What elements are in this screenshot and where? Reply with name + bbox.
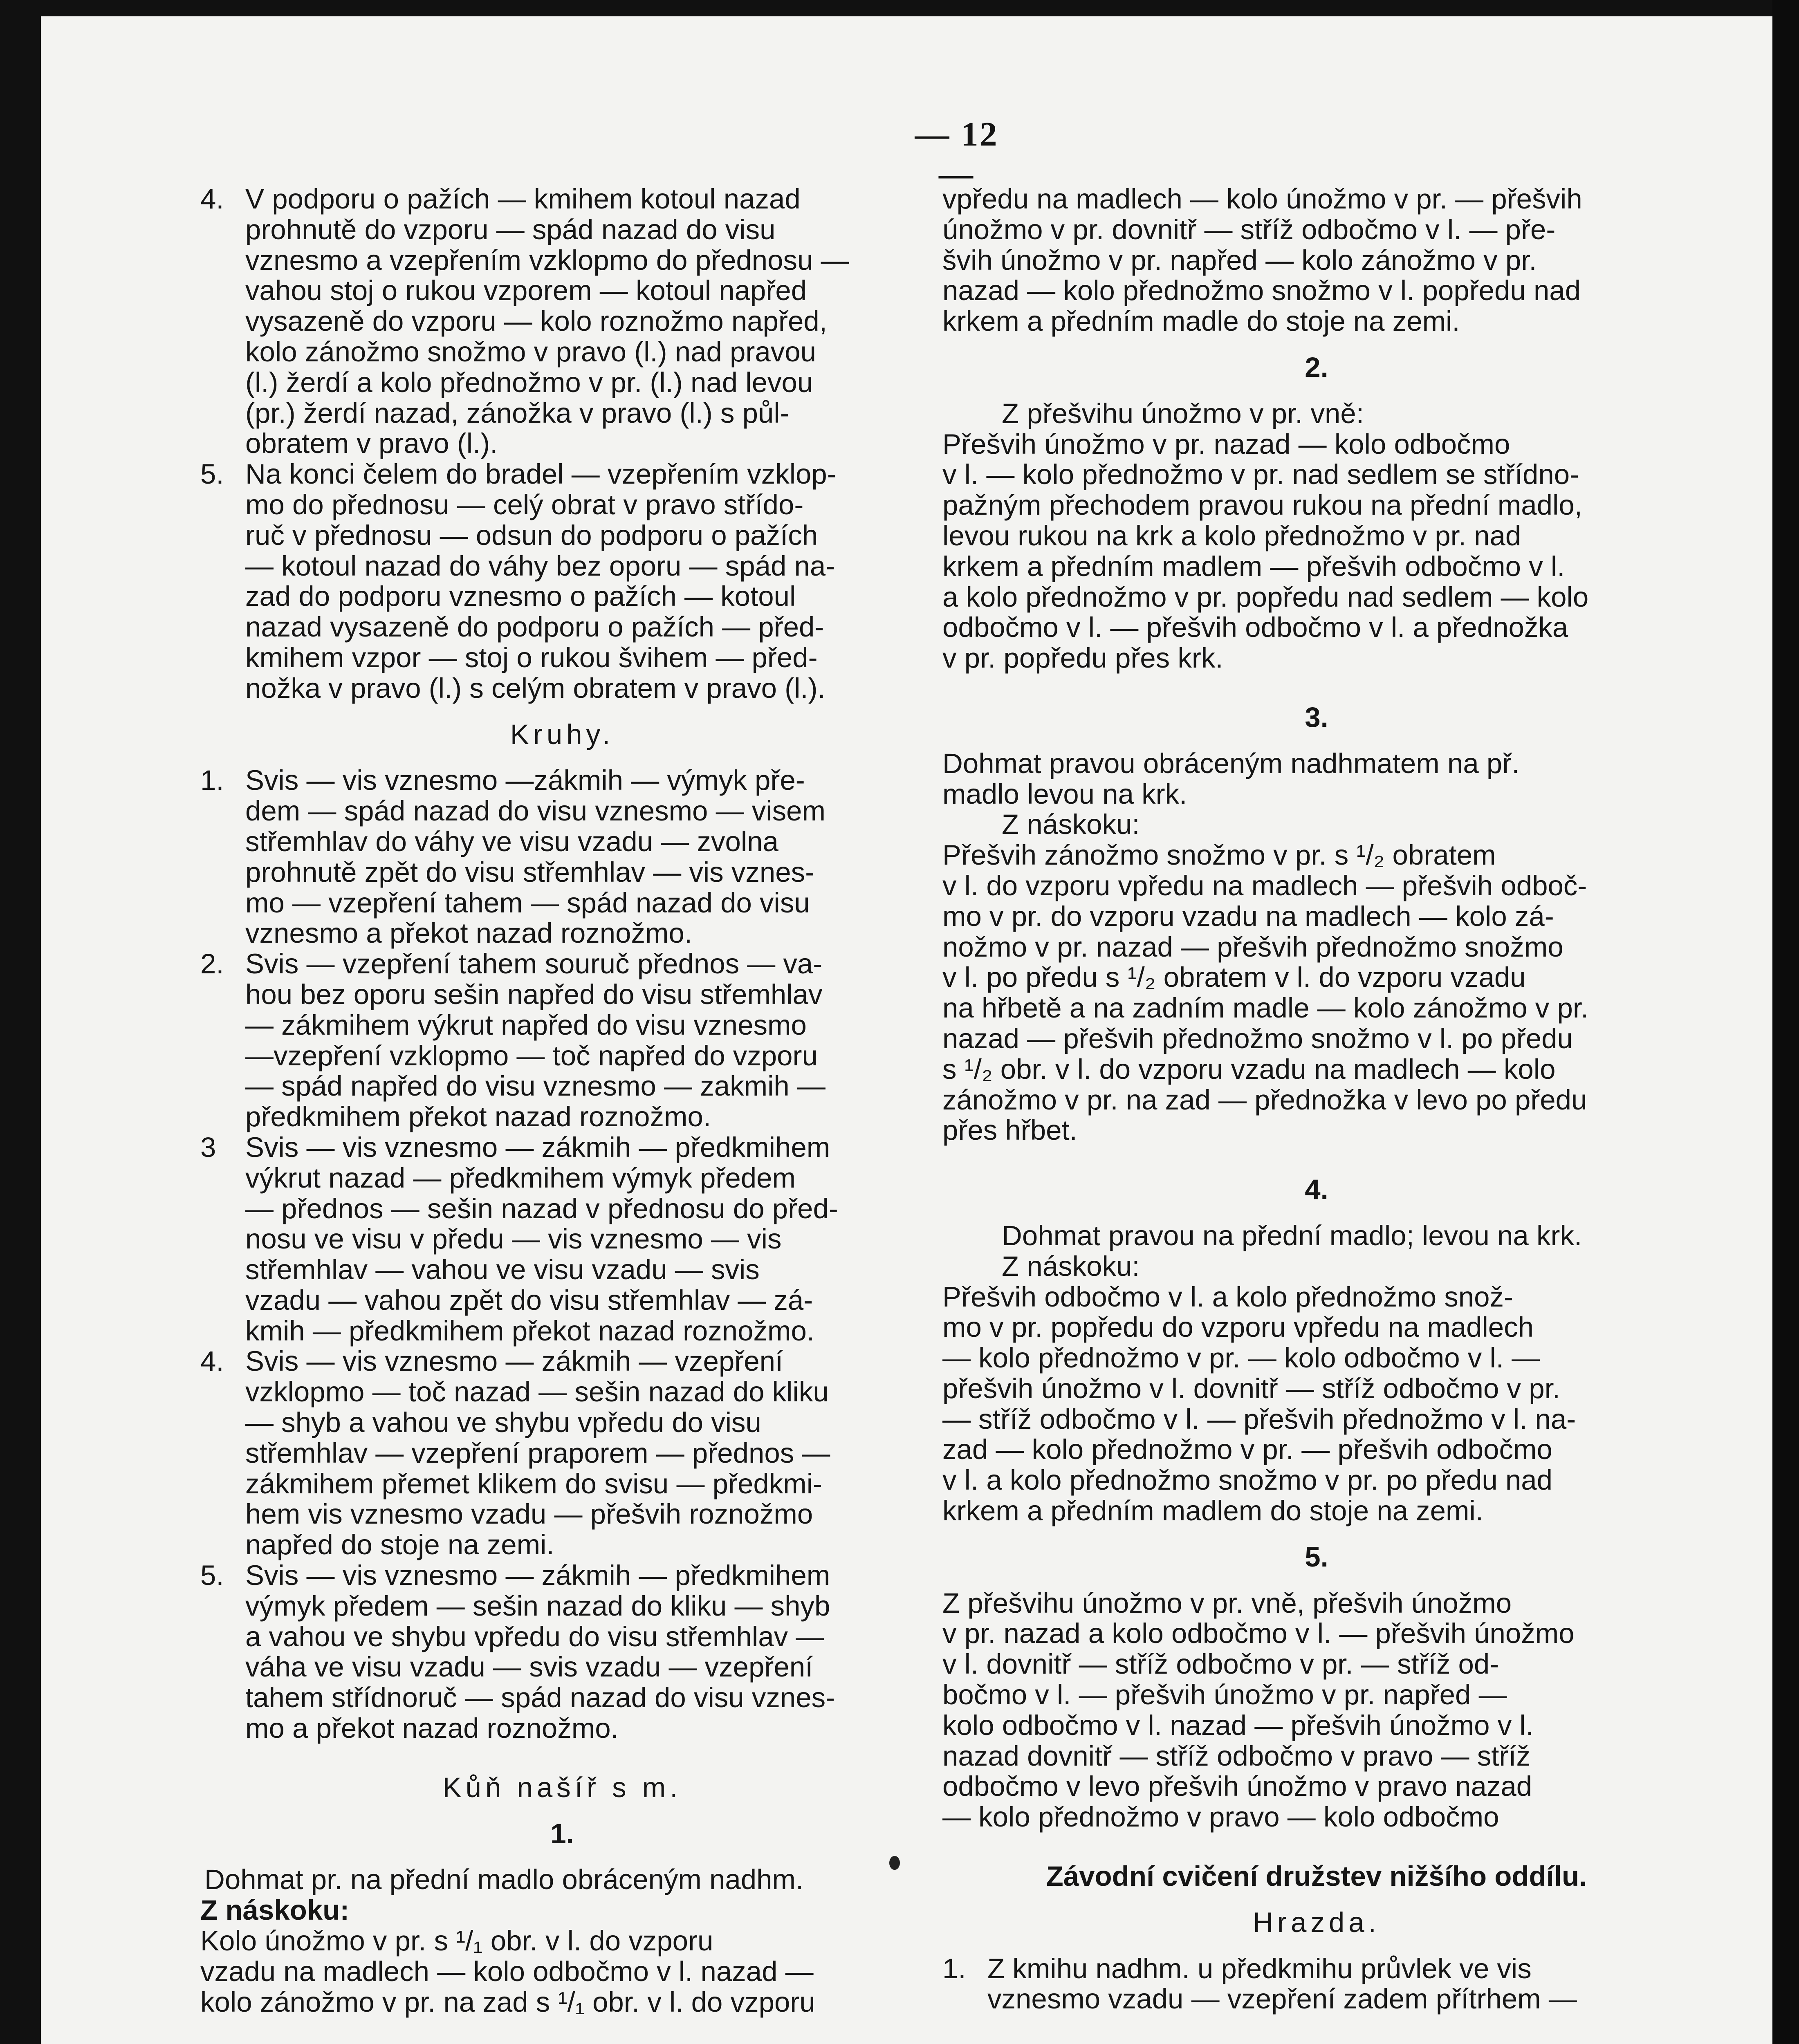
exercise-item [200,765,924,949]
left-column [200,184,924,2017]
exercise-text: Svis — vis vznesmo — zákmih — předkmihem výkrut nazad — předkmihem výmyk předem — přednos — sešin nazad v přednosu do před- nosu ve visu v předu — vis vznesmo — vis střemhlav — vahou ve visu vzadu — svis vzadu — vahou zpět do visu střemhlav — zá- kmih — předkmihem překot nazad roznožmo. [245,1131,838,1347]
section-4-line-2: Z náskoku: [1002,1250,1140,1282]
scan-edge [1772,0,1799,2044]
section-5-number: 5. [1305,1541,1328,1573]
exercise-item [200,184,924,459]
section-4-line-1: Dohmat pravou na přední madlo; levou na krk. [1002,1219,1582,1251]
exercise-item [200,1560,924,1744]
exercise-number: 2. [200,948,224,980]
zavodni-heading: Závodní cvičení družstev nižšího oddílu. [1046,1860,1587,1892]
page [41,16,1772,2044]
section-3-line-2: Z náskoku: [1002,809,1140,840]
exercise-number: 3 [200,1131,216,1163]
kun-line-2: Z náskoku: [200,1894,350,1926]
exercise-item [200,459,924,704]
section-2-number: 2. [1305,351,1328,383]
exercise-number: 4. [200,183,224,215]
exercise-text: Svis — vis vznesmo — zákmih — vzepření vzklopmo — toč nazad — sešin nazad do kliku — shyb a vahou ve shybu vpředu do visu střemhlav — vzepření praporem — přednos — zákmihem přemet klikem do svisu — předkmi- hem vis vznesmo vzadu — přešvih roznožmo napřed do stoje na zemi. [245,1345,830,1561]
right-column [942,184,1691,2015]
section-4-text: Přešvih odbočmo v l. a kolo přednožmo snož- mo v pr. popředu do vzporu vpředu na madlech — kolo přednožmo v pr. — kolo odbočmo v l. — přešvih únožmo v l. dovnitř — stříž odbočmo v pr. — stříž odbočmo v l. — přešvih přednožmo v l. na- zad — kolo přednožmo v pr. — přešvih odbočmo v l. a kolo přednožmo snožmo v pr. po předu nad krkem a předním madlem do stoje na zemi. [942,1281,1576,1527]
exercise-text: V podporu o pažích — kmihem kotoul nazad prohnutě do vzporu — spád nazad do visu vznesmo a vzepřením vzklopmo do přednosu — vahou stoj o rukou vzporem — kotoul napřed vysazeně do vzporu — kolo roznožmo napřed, kolo zánožmo snožmo v pravo (l.) nad pravou (l.) žerdí a kolo přednožmo v pr. (l.) nad levou (pr.) žerdí nazad, zánožka v pravo (l.) s půl- obratem v pravo (l.). [245,183,849,459]
exercise-text: Svis — vzepření tahem souruč přednos — va- hou bez oporu sešin napřed do visu střemhlav — zákmihem výkrut napřed do visu vznesmo —vzepření vzklopmo — toč napřed do vzporu — spád napřed do visu vznesmo — zakmih — předkmihem překot nazad roznožmo. [245,948,825,1133]
kruhy-exercise-list [200,765,924,1744]
kun-heading: Kůň našíř s m. [442,1771,682,1803]
section-3-line-1: Dohmat pravou obráceným nadhmatem na př. madlo levou na krk. [942,747,1520,810]
kun-line-1: Dohmat pr. na přední madlo obráceným nadhm. [204,1864,804,1896]
kun-text: Kolo únožmo v pr. s ¹/₁ obr. v l. do vzporu vzadu na madlech — kolo odbočmo v l. nazad — kolo zánožmo v pr. na zad s ¹/₁ obr. v l. do vzporu [200,1925,815,2018]
hrazda-heading: Hrazda. [1253,1906,1380,1938]
exercise-number: 1. [942,1952,966,1984]
exercise-number: 1. [200,764,224,796]
ink-blot [889,1856,900,1870]
exercise-text: Svis — vis vznesmo — zákmih — předkmihem výmyk předem — sešin nazad do kliku — shyb a vahou ve shybu vpředu do visu střemhlav — váha ve visu vzadu — svis vzadu — vzepření tahem střídnoruč — spád nazad do visu vznes- mo a překot nazad roznožmo. [245,1560,835,1744]
exercise-text: Svis — vis vznesmo —zákmih — výmyk pře- dem — spád nazad do visu vznesmo — visem střemhlav do váhy ve visu vzadu — zvolna prohnutě zpět do visu střemhlav — vis vznes- mo — vzepření tahem — spád nazad do visu vznesmo a překot nazad roznožmo. [245,764,825,949]
section-2-line-1: Z přešvihu únožmo v pr. vně: [1002,397,1364,429]
exercise-number: 5. [200,1560,224,1591]
right-continuation: vpředu na madlech — kolo únožmo v pr. — přešvih únožmo v pr. dovnitř — stříž odbočmo v l. — pře- švih únožmo v pr. napřed — kolo zánožmo v pr. nazad — kolo přednožmo snožmo v l. popředu nad krkem a předním madle do stoje na zemi. [942,183,1582,337]
kruhy-heading: Kruhy. [510,718,615,750]
section-4-number: 4. [1305,1174,1328,1206]
section-3-text: Přešvih zánožmo snožmo v pr. s ¹/₂ obratem v l. do vzporu vpředu na madlech — přešvih odboč- mo v pr. do vzporu vzadu na madlech — kolo zá- nožmo v pr. nazad — přešvih přednožmo snožmo v l. po předu s ¹/₂ obratem v l. do vzporu vzadu na hřbetě a na zadním madle — kolo zánožmo v pr. nazad — přešvih přednožmo snožmo v l. po předu s ¹/₂ obr. v l. do vzporu vzadu na madlech — kolo zánožmo v pr. na zad — přednožka v levo po předu přes hřbet. [942,839,1589,1146]
section-3-number: 3. [1305,701,1328,733]
exercise-item [942,1954,1691,2015]
exercise-number: 5. [200,458,224,490]
exercise-number: 4. [200,1345,224,1377]
page-number: — 12 — [915,115,999,193]
exercise-item [200,1346,924,1560]
section-2-text: Přešvih únožmo v pr. nazad — kolo odbočmo v l. — kolo přednožmo v pr. nad sedlem se střídno- pažným přechodem pravou rukou na přední madlo, levou rukou na krk a kolo přednožmo v pr. nad krkem a předním madlem — přešvih odbočmo v l. a kolo přednožmo v pr. popředu nad sedlem — kolo odbočmo v l. — přešvih odbočmo v l. a přednožka v pr. popředu přes krk. [942,428,1589,674]
section-5-text: Z přešvihu únožmo v pr. vně, přešvih únožmo v pr. nazad a kolo odbočmo v l. — přešvih únožmo v l. dovnitř — stříž odbočmo v pr. — stříž od- bočmo v l. — přešvih únožmo v pr. napřed — kolo odbočmo v l. nazad — přešvih únožmo v l. nazad dovnitř — stříž odbočmo v pravo — stříž odbočmo v levo přešvih únožmo v pravo nazad — kolo přednožmo v pravo — kolo odbočmo [942,1587,1575,1833]
exercise-text: Z kmihu nadhm. u předkmihu průvlek ve vis vznesmo vzadu — vzepření zadem přítrhem — [987,1952,1577,2015]
bradla-exercise-list [200,184,924,704]
exercise-item [200,1132,924,1347]
exercise-text: Na konci čelem do bradel — vzepřením vzklop- mo do přednosu — celý obrat v pravo střído- ruč v přednosu — odsun do podporu o pažích — kotoul nazad do váhy bez oporu — spád na- zad do podporu vznesmo o pažích — kotoul nazad vysazeně do podporu o pažích — před- kmihem vzpor — stoj o rukou švihem — před- nožka v pravo (l.) s celým obratem v pravo (l.). [245,458,837,704]
hrazda-exercise-list [942,1954,1691,2015]
kun-section-number: 1. [550,1818,574,1849]
exercise-item [200,949,924,1132]
